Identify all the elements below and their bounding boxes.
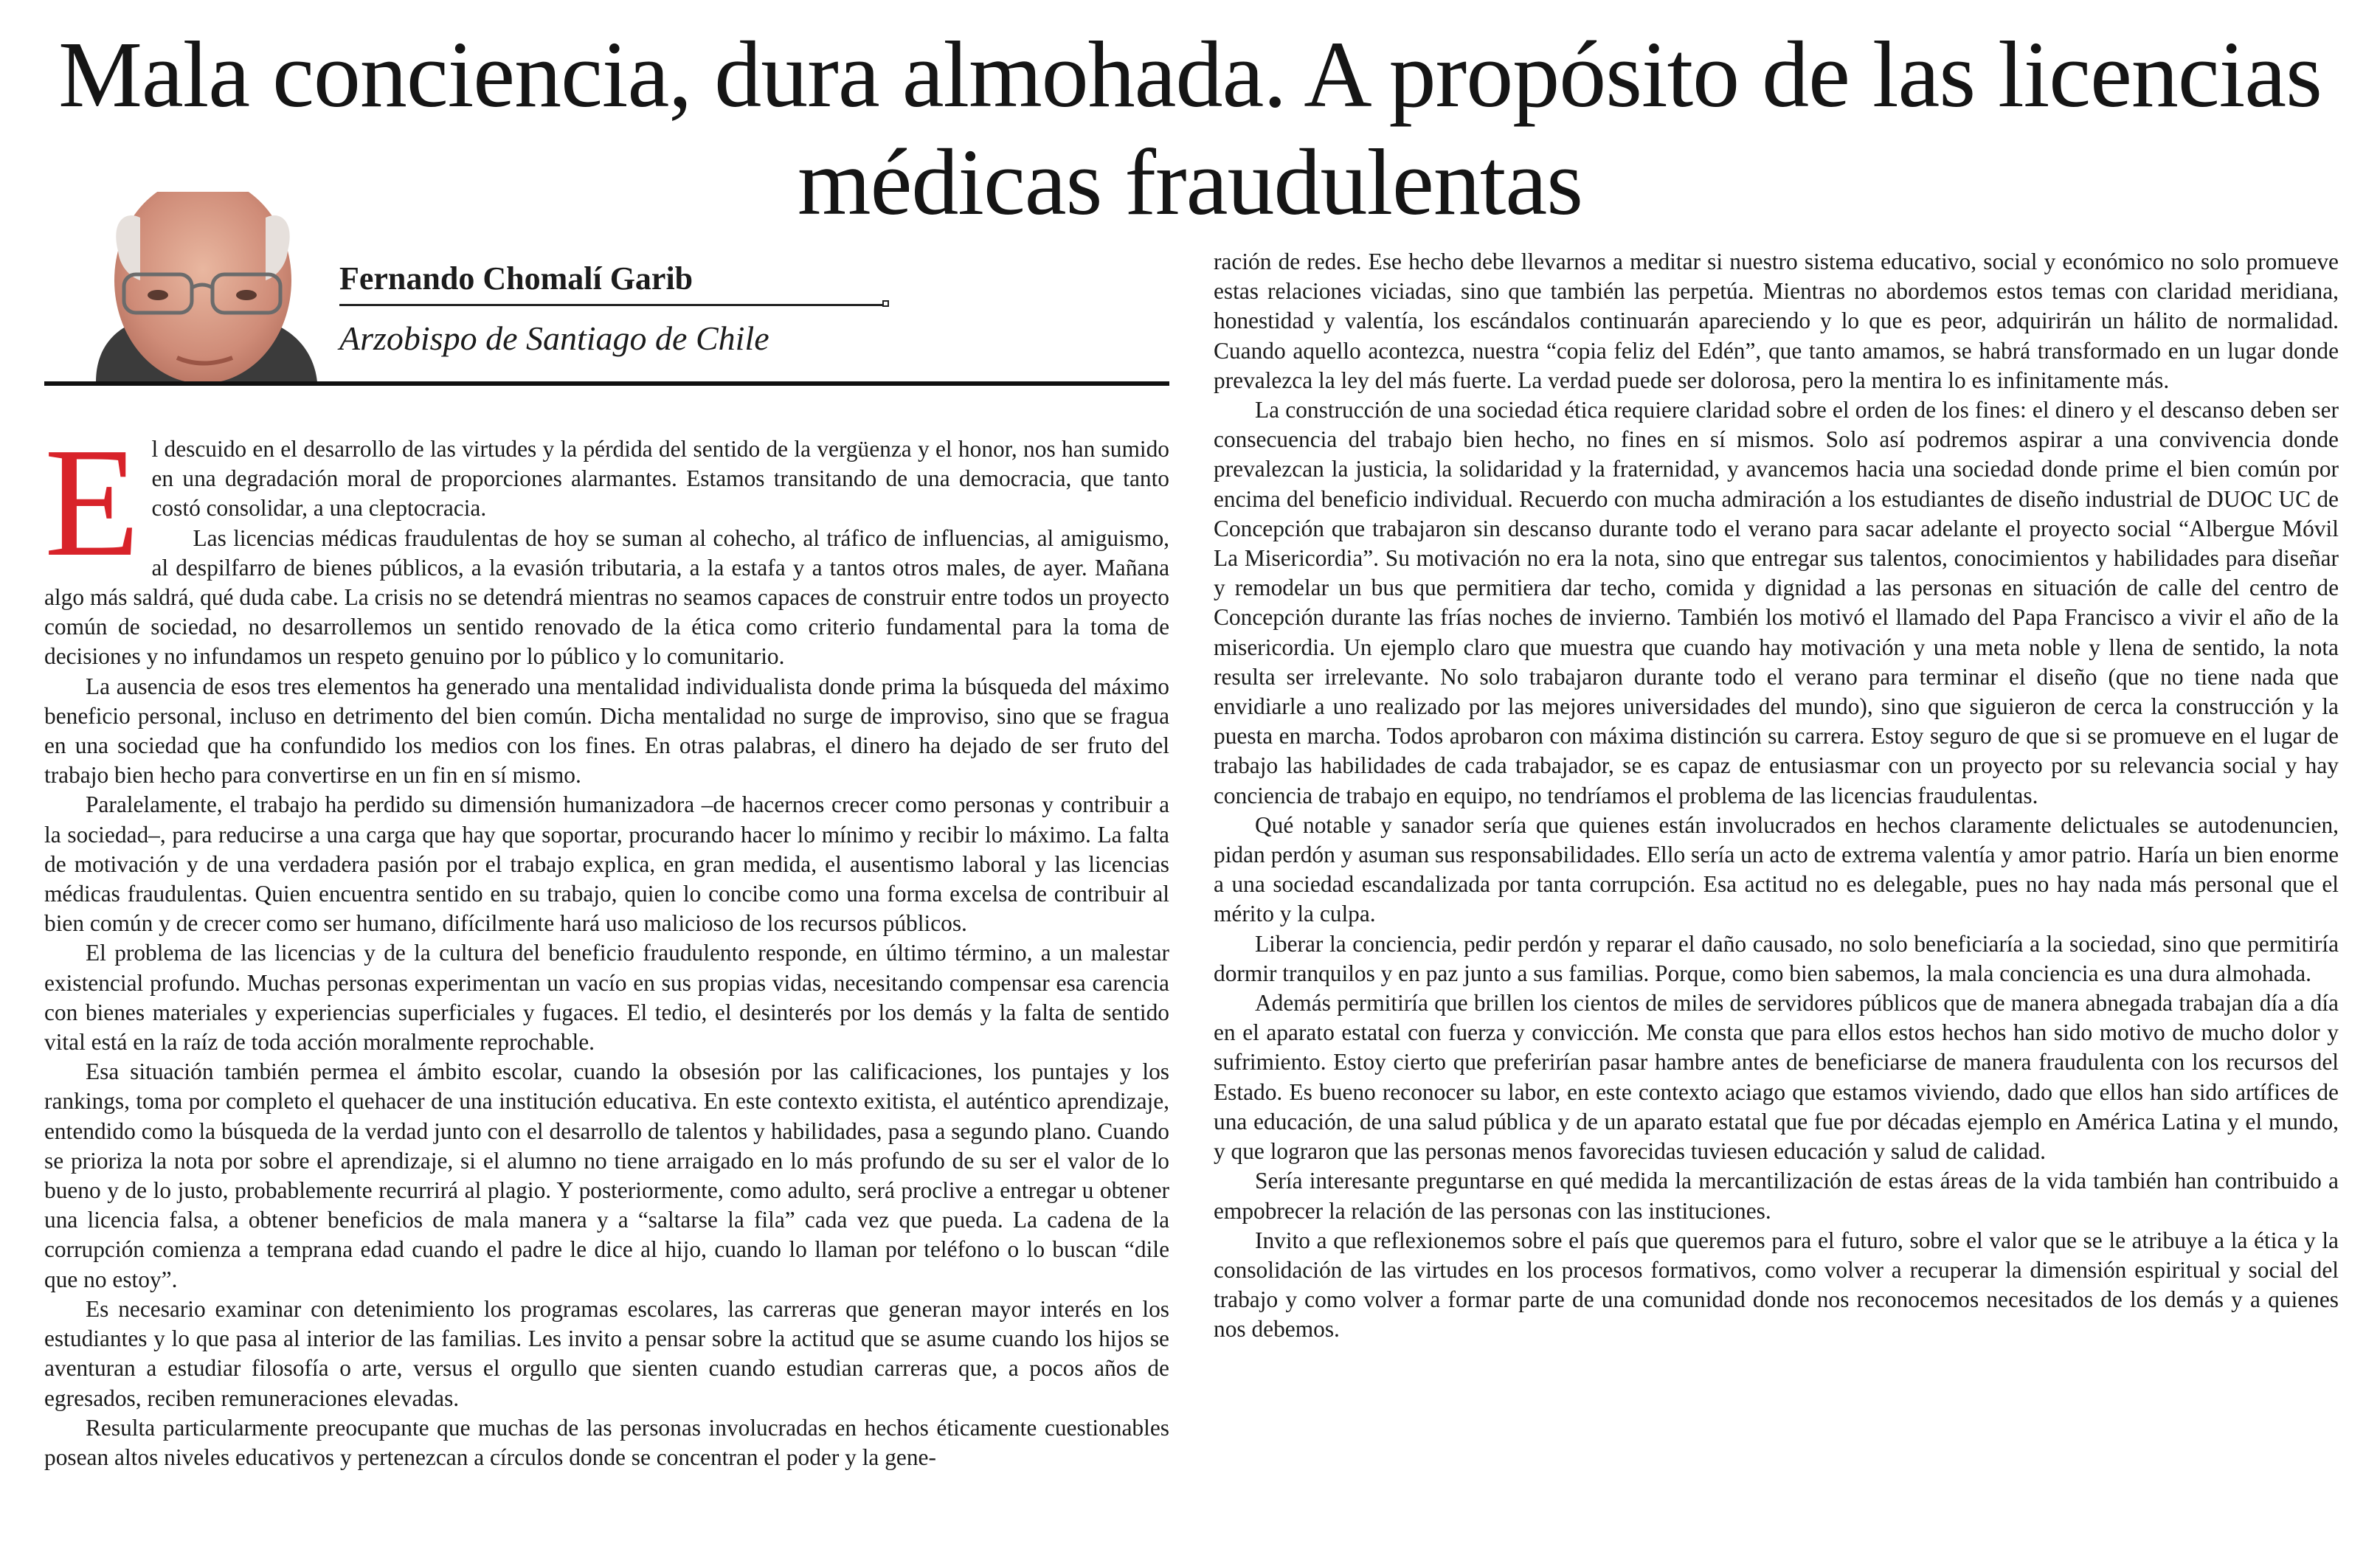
paragraph: Invito a que reflexionemos sobre el país que queremos para el futuro, sobre el valor que se le atribuye a la ética y la consolidación de las virtudes en los procesos formativos, como volver a recuperar la dimensión espiritual y social del trabajo y como volver a formar parte de una comunidad donde nos reconocemos necesitados de los demás y a quienes nos debemos.: [1214, 1227, 2339, 1343]
byline-block: [44, 184, 1169, 387]
paragraph: El problema de las licencias y de la cultura del beneficio fraudulento responde, en último término, a un malestar existencial profundo. Muchas personas experimentan un vacío en sus propias vidas, necesitando compensar esa carencia con bienes materiales y experiencias superficiales y fugaces. El tedio, el desinterés por los demás y la falta de sentido vital está en la raíz de toda acción moralmente reprochable.: [44, 940, 1169, 1056]
paragraph: La construcción de una sociedad ética requiere claridad sobre el orden de los fines: el dinero y el descanso deben ser consecuencia del trabajo bien hecho, no fines en sí mismos. Solo así podremos aspirar a una convivencia donde prevalezcan la justicia, la solidaridad y la fraternidad, y avancemos hacia una sociedad donde prime el bien común por encima del beneficio individual. Recuerdo con mucha admiración a los estudiantes de diseño industrial de DUOC UC de Concepción que trabajaron sin descanso durante todo el verano para sacar adelante el proyecto social “Albergue Móvil La Misericordia”. Su motivación no era la nota, sino que entregar sus talentos, conocimientos y habilidades para diseñar y remodelar un bus que permitiera dar techo, comida y dignidad a las personas en situación de calle del centro de Concepción durante las frías noches de invierno. También los motivó el llamado del Papa Francisco a vivir el año de la misericordia. Un ejemplo claro que muestra que cuando hay motivación y una meta noble y llena de sentido, la nota resulta ser irrelevante. No solo trabajaron durante todo el verano para terminar el diseño (que no tiene nada que envidiarle a uno realizado por las mejores universidades del mundo), sino que siguieron de cerca la construcción y la puesta en marcha. Todos aprobaron con máxima distinción su carrera. Estoy seguro de que si se promueve en el lugar de trabajo las habilidades de cada trabajador, se es capaz de entusiasmar con un proyecto por su relevancia social y hay conciencia de trabajo en equipo, no tendríamos el problema de las licencias fraudulentas.: [1214, 397, 2339, 808]
author-name: Fernando Chomalí Garib: [339, 260, 693, 297]
author-role: Arzobispo de Santiago de Chile: [339, 319, 769, 357]
author-photo: [66, 192, 328, 382]
article-column-right: [1214, 247, 2339, 1538]
author-underline: [339, 304, 885, 306]
paragraph: Además permitiría que brillen los cientos de miles de servidores públicos que de manera abnegada trabajan día a día en el aparato estatal con fuerza y convicción. Me consta que para ellos estos hechos han sido motivo de mucho dolor y sufrimiento. Estoy cierto que preferirían pasar hambre antes de beneficiarse de manera fraudulenta con los recursos del Estado. Es bueno reconocer su labor, en este contexto aciago que estamos viviendo, dado que ellos han sido artífices de una educación, de una salud pública y de un aparato estatal que fue por décadas ejemplo en América Latina y el mundo, y que lograron que las personas menos favorecidas tuviesen educación y salud de calidad.: [1214, 990, 2339, 1165]
headline: Mala conciencia, dura almohada. A propósito de las licencias médicas fraudulentas: [58, 22, 2322, 235]
paragraph-text: l descuido en el desarrollo de las virtudes y la pérdida del sentido de la vergüenza y el honor, nos han sumido en una degradación moral de proporciones alarmantes. Estamos transitando de una democracia, que tanto costó consolidar, a una cleptocracia.: [151, 436, 1169, 522]
paragraph: Las licencias médicas fraudulentas de hoy se suman al cohecho, al tráfico de influencias, al amiguismo, al despilfarro de bienes públicos, a la evasión tributaria, a la estafa y a tantos otros males, de ayer. Mañana algo más saldrá, qué duda cabe. La crisis no se detendrá mientras no seamos capaces de construir entre todos un proyecto común de sociedad, no desarrollemos un sentido renovado de la ética como criterio fundamental para la toma de decisiones y no infundamos un respeto genuino por lo público y lo comunitario.: [44, 524, 1169, 670]
paragraph: Resulta particularmente preocupante que muchas de las personas involucradas en hechos éticamente cuestionables posean altos niveles educativos y pertenezcan a círculos donde se concentran el poder y la gene-: [44, 1414, 1169, 1470]
drop-cap: E: [44, 434, 140, 589]
paragraph: Es necesario examinar con detenimiento los programas escolares, las carreras que generan mayor interés en los estudiantes y lo que pasa al interior de las familias. Les invito a pensar sobre la actitud que se asume cuando los hijos se aventuran a estudiar filosofía o arte, versus el orgullo que sienten cuando estudian carreras que, a pocos años de egresados, reciben remuneraciones elevadas.: [44, 1295, 1169, 1411]
paragraph: [44, 434, 1169, 589]
author-underline-end: [882, 300, 889, 307]
byline-divider: [44, 381, 1169, 386]
paragraph: Paralelamente, el trabajo ha perdido su dimensión humanizadora –de hacernos crecer como personas y contribuir a la sociedad–, para reducirse a una carga que hay que soportar, procurando hacer lo mínimo y recibir lo máximo. La falta de motivación y de una verdadera pasión por el trabajo explica, en gran medida, el ausentismo laboral y las licencias médicas fraudulentas. Quien encuentra sentido en su trabajo, quien lo concibe como una forma excelsa de contribuir al bien común y de crecer como ser humano, difícilmente hará uso malicioso de los recursos públicos.: [44, 791, 1169, 937]
paragraph: Qué notable y sanador sería que quienes están involucrados en hechos claramente delictuales se autodenuncien, pidan perdón y asuman sus responsabilidades. Ello sería un acto de extrema valentía y amor patrio. Haría un bien enorme a una sociedad escandalizada por tanta corrupción. Esa actitud no es delegable, pues no hay nada más personal que el mérito y la culpa.: [1214, 811, 2339, 927]
paragraph: Esa situación también permea el ámbito escolar, cuando la obsesión por las calificaciones, los puntajes y los rankings, toma por completo el quehacer de una institución educativa. En este contexto exitista, el auténtico aprendizaje, entendido como la búsqueda de la verdad junto con el desarrollo de talentos y habilidades, pasa a segundo plano. Cuando se prioriza la nota por sobre el aprendizaje, si el alumno no tiene arraigado en lo más profundo de su ser el valor de lo bueno y de lo justo, probablemente recurrirá al plagio. Y posteriormente, como adulto, será proclive a entregar u obtener una licencia falsa, a obtener beneficios de mala manera y a “saltarse la fila” cada vez que pueda. La cadena de la corrupción comienza a temprana edad cuando el padre le dice al hijo, cuando lo llaman por teléfono o lo buscan “dile que no estoy”.: [44, 1059, 1169, 1292]
paragraph: Sería interesante preguntarse en qué medida la mercantilización de estas áreas de la vida también han contribuido a empobrecer la relación de las personas con las instituciones.: [1214, 1168, 2339, 1224]
paragraph: Liberar la conciencia, pedir perdón y reparar el daño causado, no solo beneficiaría a la sociedad, sino que permitiría dormir tranquilos y en paz junto a sus familias. Porque, como bien sabemos, la mala conciencia es una dura almohada.: [1214, 930, 2339, 986]
paragraph: ración de redes. Ese hecho debe llevarnos a meditar si nuestro sistema educativo, social y económico no solo promueve estas relaciones viciadas, sino que también las perpetúa. Mientras no abordemos estos temas con claridad meridiana, honestidad y valentía, los escándalos continuarán apareciendo y lo que es peor, adquirirán un hálito de normalidad. Cuando aquello acontezca, nuestra “copia feliz del Edén”, que tanto amamos, se habrá transformado en un lugar donde prevalezca la ley del más fuerte. La verdad puede ser dolorosa, pero la mentira lo es infinitamente más.: [1214, 249, 2339, 393]
article-column-left: [44, 434, 1169, 1534]
paragraph: La ausencia de esos tres elementos ha generado una mentalidad individualista donde prima la búsqueda del máximo beneficio personal, incluso en detrimento del bien común. Dicha mentalidad no surge de improviso, sino que se fragua en una sociedad que ha confundido los medios con los fines. En otras palabras, el dinero ha dejado de ser fruto del trabajo bien hecho para convertirse en un fin en sí mismo.: [44, 673, 1169, 789]
